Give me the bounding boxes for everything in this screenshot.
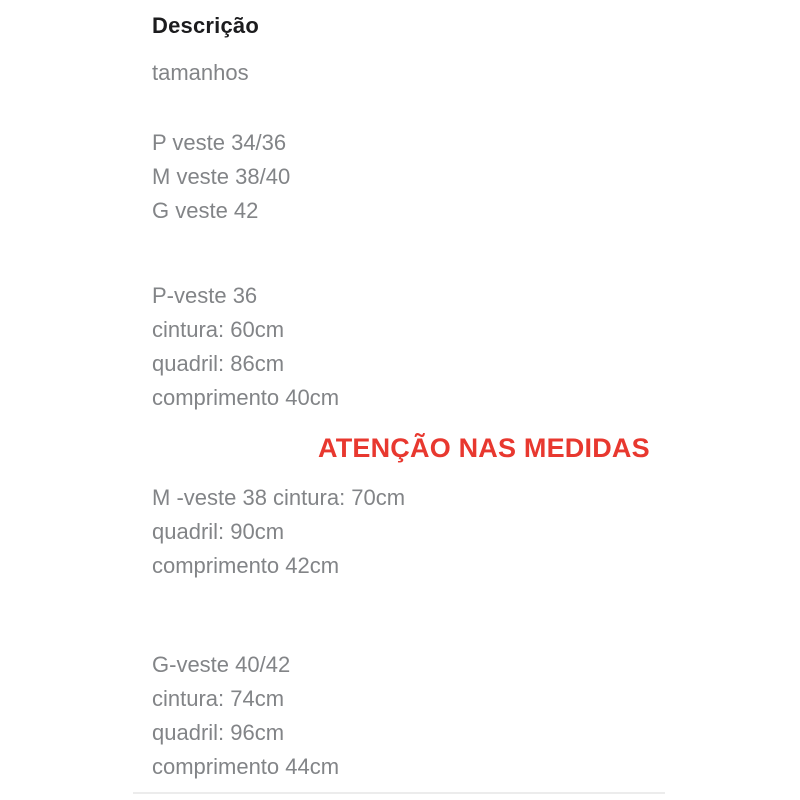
size-line: P veste 34/36 [152,130,287,155]
size-p-measurements-group [152,279,740,415]
section-divider [133,792,665,794]
size-line: M veste 38/40 [152,164,291,189]
size-summary-group [152,126,740,228]
measurement-line: quadril: 90cm [152,519,285,544]
size-m-measurements-group [152,481,740,583]
measurement-warning-text: ATENÇÃO NAS MEDIDAS [318,433,650,463]
size-line: G veste 42 [152,198,259,223]
measurement-line: quadril: 96cm [152,720,285,745]
measurement-line: comprimento 42cm [152,553,340,578]
description-section-title: Descrição [152,13,259,38]
measurement-line: M -veste 38 cintura: 70cm [152,485,406,510]
measurement-line: comprimento 40cm [152,385,340,410]
measurement-line: G-veste 40/42 [152,652,291,677]
description-intro-line: tamanhos [152,60,249,85]
size-g-measurements-group [152,648,740,784]
measurement-line: cintura: 60cm [152,317,285,342]
measurement-line: P-veste 36 [152,283,258,308]
measurement-line: comprimento 44cm [152,754,340,779]
measurement-line: quadril: 86cm [152,351,285,376]
measurement-line: cintura: 74cm [152,686,285,711]
